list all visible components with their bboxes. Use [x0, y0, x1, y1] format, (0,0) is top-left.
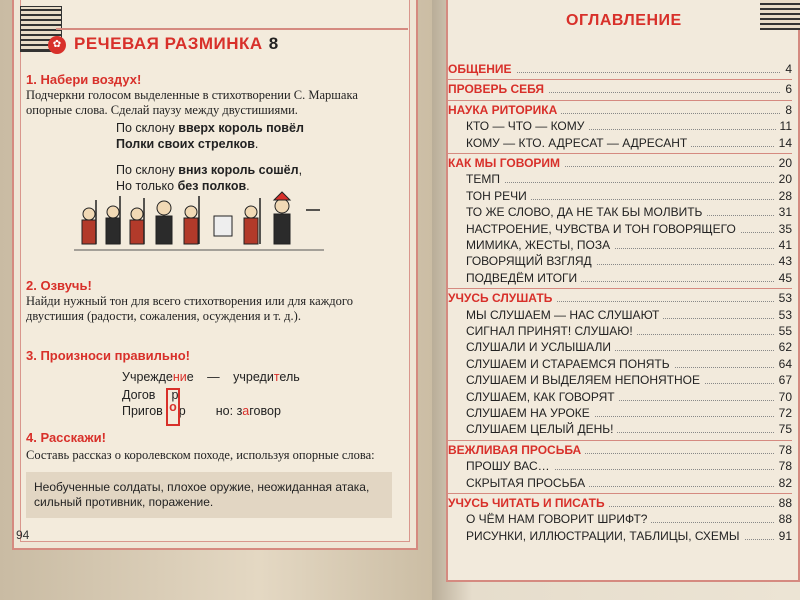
toc-entry-page: 88	[775, 496, 792, 510]
toc-entry	[466, 512, 792, 528]
toc-section	[448, 291, 792, 307]
toc-entry-label: ТЕМП	[466, 172, 504, 186]
toc-entry-page: 45	[775, 271, 792, 285]
section-1-text: Подчеркни голосом выделенные в стихотворении С. Маршака опорные слова. Сделай паузу между двустишиями.	[26, 88, 358, 117]
toc-entry-page: 41	[775, 238, 792, 252]
toc-entry	[466, 373, 792, 389]
toc-section-divider	[448, 100, 792, 101]
toc-entry	[466, 308, 792, 324]
word-row-3: Пригов р но: заговор	[122, 404, 281, 418]
toc-entry-label: ВЕЖЛИВАЯ ПРОСЬБА	[448, 443, 585, 457]
section-2-text: Найди нужный тон для всего стихотворения или для каждого двустишия (радости, сожаления, осуждения и т. д.).	[26, 294, 353, 323]
toc-entry-page: 91	[775, 529, 792, 543]
toc-section-divider	[448, 493, 792, 494]
toc-entry-page: 8	[781, 103, 792, 117]
toc-entry	[466, 172, 792, 188]
toc-entry	[466, 254, 792, 270]
poem-line-4: Но только без полков.	[116, 179, 250, 193]
toc-entry-label: СЛУШАЕМ ЦЕЛЫЙ ДЕНЬ!	[466, 422, 617, 436]
toc-section-divider	[448, 440, 792, 441]
toc-entry-page: 53	[775, 291, 792, 305]
toc-section	[448, 103, 792, 119]
toc-entry-label: КТО — ЧТО — КОМУ	[466, 119, 588, 133]
toc-entry-page: 6	[781, 82, 792, 96]
toc-entry	[466, 136, 792, 152]
toc-entry-label: УЧУСЬ ЧИТАТЬ И ПИСАТЬ	[448, 496, 609, 510]
poem-line-3: По склону вниз король сошёл,	[116, 163, 303, 177]
toc-entry-page: 82	[775, 476, 792, 490]
toc-entry	[466, 222, 792, 238]
toc-entry-page: 62	[775, 340, 792, 354]
toc-entry-label: СЛУШАЕМ НА УРОКЕ	[466, 406, 594, 420]
toc-entry-page: 67	[775, 373, 792, 387]
toc-entry-label: УЧУСЬ СЛУШАТЬ	[448, 291, 556, 305]
toc-entry-page: 88	[775, 512, 792, 526]
marching-soldiers-illustration	[74, 190, 324, 254]
toc-entry-label: НАСТРОЕНИЕ, ЧУВСТВА И ТОН ГОВОРЯЩЕГО	[466, 222, 740, 236]
toc-entry	[466, 324, 792, 340]
toc-entry-label: КОМУ — КТО. АДРЕСАТ — АДРЕСАНТ	[466, 136, 691, 150]
poem	[116, 120, 304, 194]
toc-entry-label: ПОДВЕДЁМ ИТОГИ	[466, 271, 581, 285]
toc-section-divider	[448, 79, 792, 80]
toc-entry-label: ГОВОРЯЩИЙ ВЗГЛЯД	[466, 254, 596, 268]
toc-entry-page: 72	[775, 406, 792, 420]
toc-entry-page: 55	[775, 324, 792, 338]
section-4-text: Составь рассказ о королевском походе, используя опорные слова:	[26, 448, 375, 462]
toc-entry	[466, 238, 792, 254]
page-number: 94	[16, 528, 30, 542]
toc-entry-label: СИГНАЛ ПРИНЯТ! СЛУШАЮ!	[466, 324, 637, 338]
toc-entry-page: 64	[775, 357, 792, 371]
toc-entry	[466, 422, 792, 438]
toc-entry	[466, 406, 792, 422]
toc-section	[448, 82, 792, 98]
toc-entry-page: 28	[775, 189, 792, 203]
toc-entry-label: МЫ СЛУШАЕМ — НАС СЛУШАЮТ	[466, 308, 663, 322]
support-words: Необученные солдаты, плохое оружие, неожиданная атака, сильный противник, поражение.	[34, 480, 370, 509]
toc-entry	[466, 459, 792, 475]
toc-entry-label: СЛУШАЕМ И ВЫДЕЛЯЕМ НЕПОНЯТНОЕ	[466, 373, 704, 387]
toc-entry-label: ОБЩЕНИЕ	[448, 62, 516, 76]
toc-entry	[466, 390, 792, 406]
toc-entry-page: 78	[775, 443, 792, 457]
toc-title: ОГЛАВЛЕНИЕ	[566, 12, 682, 29]
toc-entry-label: НАУКА РИТОРИКА	[448, 103, 561, 117]
lesson-badge-icon: ✿	[48, 36, 66, 54]
section-3-title: 3. Произноси правильно!	[26, 348, 190, 363]
toc-entry-label: РИСУНКИ, ИЛЛЮСТРАЦИИ, ТАБЛИЦЫ, СХЕМЫ	[466, 529, 744, 543]
toc-entry-page: 70	[775, 390, 792, 404]
toc-entry-label: СКРЫТАЯ ПРОСЬБА	[466, 476, 589, 490]
toc-entry-label: КАК МЫ ГОВОРИМ	[448, 156, 564, 170]
toc-entry-label: ПРОШУ ВАС…	[466, 459, 554, 473]
toc-section-divider	[448, 153, 792, 154]
boxed-letter: о	[164, 388, 182, 426]
toc-entry-label: О ЧЁМ НАМ ГОВОРИТ ШРИФТ?	[466, 512, 651, 526]
toc-entry-label: СЛУШАЕМ, КАК ГОВОРЯТ	[466, 390, 619, 404]
toc-entry	[466, 529, 792, 545]
toc-entry-page: 43	[775, 254, 792, 268]
toc-entry-label: СЛУШАЛИ И УСЛЫШАЛИ	[466, 340, 615, 354]
toc-entry-label: ПРОВЕРЬ СЕБЯ	[448, 82, 548, 96]
lesson-number: 8	[268, 34, 279, 53]
toc-section	[448, 443, 792, 459]
toc-entry-page: 35	[775, 222, 792, 236]
poem-line-2: Полки своих стрелков.	[116, 137, 259, 151]
toc-entry-page: 75	[775, 422, 792, 436]
toc-entry-page: 14	[775, 136, 792, 150]
toc-entry	[466, 271, 792, 287]
toc-entry-label: СЛУШАЕМ И СТАРАЕМСЯ ПОНЯТЬ	[466, 357, 674, 371]
toc-entry-label: ТОН РЕЧИ	[466, 189, 531, 203]
lesson-title: РЕЧЕВАЯ РАЗМИНКА 8	[74, 34, 279, 53]
poem-line-1: По склону вверх король повёл	[116, 121, 304, 135]
ornament-icon	[760, 0, 800, 30]
toc-entry	[466, 476, 792, 492]
toc-entry	[466, 340, 792, 356]
toc-entry	[466, 119, 792, 135]
header-divider	[56, 28, 408, 30]
toc-entry	[466, 189, 792, 205]
toc-entry	[466, 205, 792, 221]
toc-entry-page: 78	[775, 459, 792, 473]
toc-entry-page: 20	[775, 156, 792, 170]
toc-section	[448, 156, 792, 172]
word-row-1: Учреждение — учредитель	[122, 370, 300, 384]
word-row-2: Догов р	[122, 388, 179, 402]
toc-entry-page: 20	[775, 172, 792, 186]
toc-section	[448, 496, 792, 512]
toc-section-divider	[448, 288, 792, 289]
toc-entry-page: 31	[775, 205, 792, 219]
toc-section	[448, 62, 792, 78]
toc-entry-page: 4	[781, 62, 792, 76]
toc-entry-label: ТО ЖЕ СЛОВО, ДА НЕ ТАК БЫ МОЛВИТЬ	[466, 205, 706, 219]
section-1-title: 1. Набери воздух!	[26, 72, 142, 87]
toc-entry-label: МИМИКА, ЖЕСТЫ, ПОЗА	[466, 238, 614, 252]
toc-entry-page: 53	[775, 308, 792, 322]
toc-entry	[466, 357, 792, 373]
toc-entry-page: 11	[776, 119, 792, 133]
section-2-title: 2. Озвучь!	[26, 278, 92, 293]
section-4-title: 4. Расскажи!	[26, 430, 106, 445]
